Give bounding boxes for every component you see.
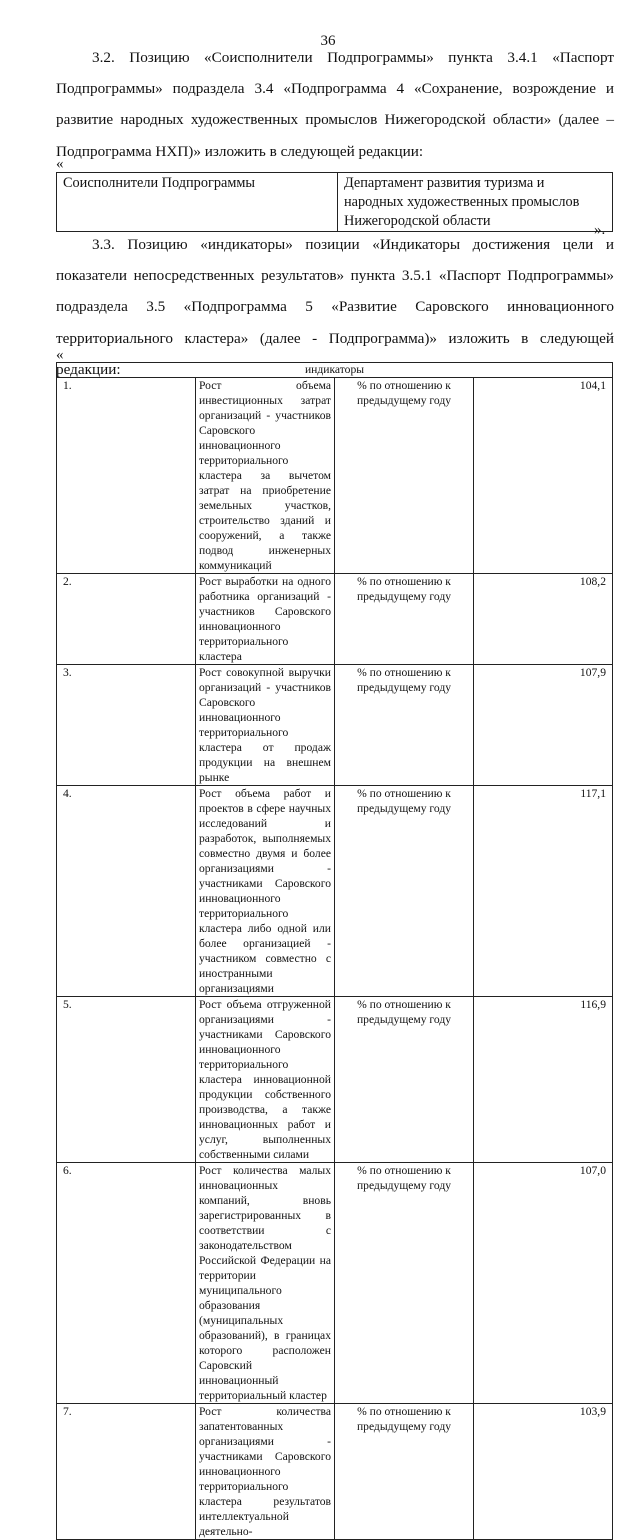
row-number: 4. xyxy=(57,786,196,997)
indicator-text: Рост совокупной выручки организаций - участников Саровского инновационного территориального кластера от продаж продукции на внешнем рынке xyxy=(196,665,335,786)
paragraph-3-3: 3.3. Позицию «индикаторы» позиции «Индикаторы достижения цели и показатели непосредственных результатов» пункта 3.5.1 «Паспорт Подпрограммы» подраздела 3.5 «Подпрограмма 5 «Развитие Саровского инновационного территориального кластера» (далее - Подпрограмма)» изложить в следующей редакции: xyxy=(56,236,614,378)
indicator-unit: % по отношению к предыдущему году xyxy=(335,997,474,1163)
table-row xyxy=(57,786,613,997)
indicator-value: 103,9 xyxy=(474,1404,613,1540)
row-number: 6. xyxy=(57,1163,196,1404)
table-row xyxy=(57,1404,613,1540)
table-row xyxy=(57,1163,613,1404)
quote-open-2: « xyxy=(56,347,64,363)
indicator-value: 107,9 xyxy=(474,665,613,786)
row-number: 3. xyxy=(57,665,196,786)
page-number: 36 xyxy=(320,33,336,49)
row-number: 2. xyxy=(57,574,196,665)
row-number: 1. xyxy=(57,378,196,574)
indicator-value: 107,0 xyxy=(474,1163,613,1404)
indicator-text: Рост количества малых инновационных компаний, вновь зарегистрированных в соответствии с законодательством Российской Федерации на территории муниципального образования (муниципальных образований), в границах которого расположен Саровский инновационный территориальный кластер xyxy=(196,1163,335,1404)
indicator-unit: % по отношению к предыдущему году xyxy=(335,1404,474,1540)
quote-close-1: ». xyxy=(594,222,606,238)
table-header-row xyxy=(57,363,613,378)
indicator-value: 116,9 xyxy=(474,997,613,1163)
co-executors-table xyxy=(56,172,613,232)
indicator-text: Рост объема работ и проектов в сфере научных исследований и разработок, выполняемых совместно двумя и более организациями - участниками Саровского инновационного территориального кластера либо одной или более организацией - участником совместно с иностранными организациями xyxy=(196,786,335,997)
indicators-table xyxy=(56,362,613,1540)
table-row xyxy=(57,997,613,1163)
indicator-unit: % по отношению к предыдущему году xyxy=(335,1163,474,1404)
indicator-value: 108,2 xyxy=(474,574,613,665)
table-row xyxy=(57,173,613,232)
indicator-text: Рост объема инвестиционных затрат организаций - участников Саровского инновационного территориального кластера за вычетом затрат на приобретение земельных участков, строительство зданий и сооружений, а также подвод инженерных коммуникаций xyxy=(196,378,335,574)
co-executors-value: Департамент развития туризма и народных художественных промыслов Нижегородской области xyxy=(338,173,613,232)
co-executors-label: Соисполнители Подпрограммы xyxy=(57,173,338,232)
quote-open-1: « xyxy=(56,156,64,172)
row-number: 5. xyxy=(57,997,196,1163)
indicators-header: индикаторы xyxy=(57,363,613,378)
indicator-unit: % по отношению к предыдущему году xyxy=(335,378,474,574)
indicator-text: Рост объема отгруженной организациями - участниками Саровского инновационного территориального кластера инновационной продукции собственного производства, а также инновационных работ и услуг, выполненных собственными силами xyxy=(196,997,335,1163)
indicator-text: Рост количества запатентованных организациями - участниками Саровского инновационного территориального кластера результатов интеллектуальной деятельно- xyxy=(196,1404,335,1540)
indicator-text: Рост выработки на одного работника организаций - участников Саровского инновационного территориального кластера xyxy=(196,574,335,665)
table-row xyxy=(57,665,613,786)
paragraph-3-2: 3.2. Позицию «Соисполнители Подпрограммы» пункта 3.4.1 «Паспорт Подпрограммы» подраздела 3.4 «Подпрограмма 4 «Сохранение, возрождение и развитие народных художественных промыслов Нижегородской области» (далее – Подпрограмма НХП)» изложить в следующей редакции: xyxy=(56,49,614,160)
table-row xyxy=(57,378,613,574)
indicator-unit: % по отношению к предыдущему году xyxy=(335,574,474,665)
table-row xyxy=(57,574,613,665)
indicator-unit: % по отношению к предыдущему году xyxy=(335,786,474,997)
indicator-unit: % по отношению к предыдущему году xyxy=(335,665,474,786)
indicator-value: 117,1 xyxy=(474,786,613,997)
indicator-value: 104,1 xyxy=(474,378,613,574)
row-number: 7. xyxy=(57,1404,196,1540)
